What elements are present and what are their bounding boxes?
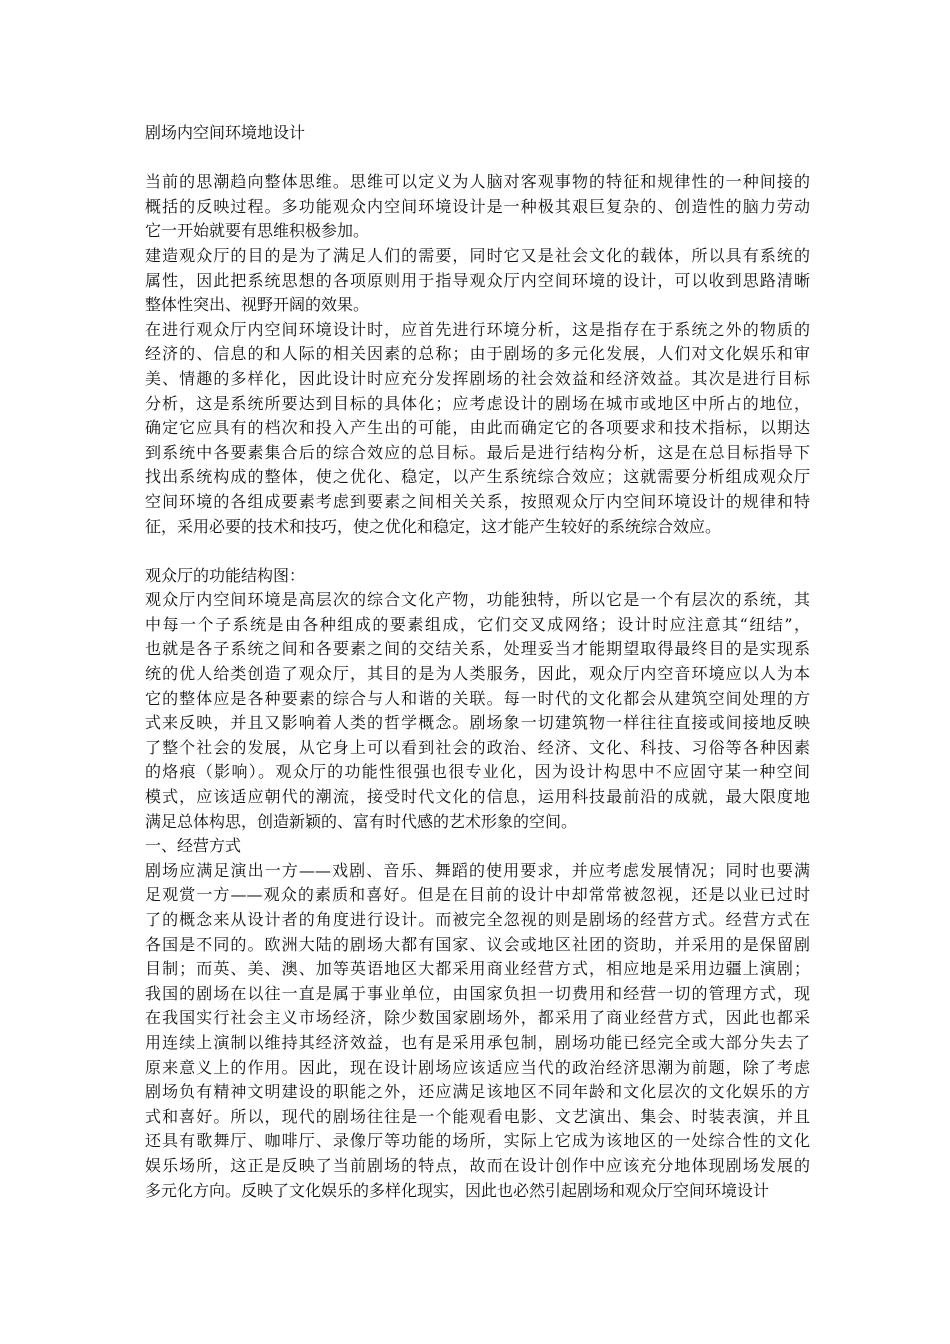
text-line: 分析，这是系统所要达到目标的具体化；应考虑设计的剧场在城市或地区中所占的地位， bbox=[145, 393, 810, 413]
text-line: 到系统中各要素集合后的综合效应的总目标。最后是进行结构分析，这是在总目标指导下 bbox=[145, 442, 810, 462]
text-line: 在进行观众厅内空间环境设计时，应首先进行环境分析，这是指存在于系统之外的物质的 bbox=[145, 319, 810, 339]
paragraph bbox=[145, 834, 810, 859]
text-line: 中每一个子系统是由各种组成的要素组成，它们交叉成网络；设计时应注意其“纽结”， bbox=[145, 614, 810, 634]
text-line: 空间环境的各组成要素考虑到要素之间相关关系，按照观众厅内空间环境设计的规律和特 bbox=[145, 491, 810, 511]
text-line: 当前的思潮趋向整体思维。思维可以定义为人脑对客观事物的特征和规律性的一种间接的 bbox=[145, 172, 810, 192]
text-line: 用连续上演制以维持其经济效益，也有是采用承包制，剧场功能已经完全或大部分失去了 bbox=[145, 1032, 810, 1052]
paragraph bbox=[145, 588, 810, 834]
text-line: 剧场负有精神文明建设的职能之外，还应满足该地区不同年龄和文化层次的文化娱乐的方 bbox=[145, 1082, 810, 1102]
paragraph-list bbox=[145, 170, 810, 1203]
text-line: 各国是不同的。欧洲大陆的剧场大都有国家、议会或地区社团的资助，并采用的是保留剧 bbox=[145, 934, 810, 954]
paragraph-spacer bbox=[145, 539, 810, 564]
text-line: 整体性突出、视野开阔的效果。 bbox=[145, 295, 370, 315]
text-line: 确定它应具有的档次和投入产生出的可能，由此而确定它的各项要求和技术指标，以期达 bbox=[145, 418, 810, 438]
paragraph bbox=[145, 170, 810, 244]
text-line: 了整个社会的发展，从它身上可以看到社会的政治、经济、文化、科技、习俗等各种因素 bbox=[145, 737, 810, 757]
text-line: 概括的反映过程。多功能观众内空间环境设计是一种极其艰巨复杂的、创造性的脑力劳动 bbox=[145, 196, 810, 216]
text-line: 式和喜好。所以，现代的剧场往往是一个能观看电影、文艺演出、集会、时装表演，并且 bbox=[145, 1106, 810, 1126]
text-line: 一、经营方式 bbox=[145, 836, 242, 856]
text-line: 还具有歌舞厅、咖啡厅、录像厅等功能的场所，实际上它成为该地区的一处综合性的文化 bbox=[145, 1131, 810, 1151]
text-line: 剧场应满足演出一方——戏剧、音乐、舞蹈的使用要求，并应考虑发展情况；同时也要满 bbox=[145, 860, 810, 880]
text-line: 足观赏一方——观众的素质和喜好。但是在目前的设计中却常常被忽视，还是以业已过时 bbox=[145, 885, 810, 905]
text-line: 美、情趣的多样化，因此设计时应充分发挥剧场的社会效益和经济效益。其次是进行目标 bbox=[145, 368, 810, 388]
text-line: 找出系统构成的整体，使之优化、稳定，以产生系统综合效应；这就需要分析组成观众厅 bbox=[145, 467, 810, 487]
text-line: 我国的剧场在以往一直是属于事业单位，由国家负担一切费用和经营一切的管理方式，现 bbox=[145, 983, 810, 1003]
paragraph bbox=[145, 564, 810, 589]
document-body bbox=[145, 121, 810, 1203]
text-line: 观众厅内空间环境是高层次的综合文化产物，功能独特，所以它是一个有层次的系统，其 bbox=[145, 590, 810, 610]
text-line: 目制；而英、美、澳、加等英语地区大都采用商业经营方式，相应地是采用边疆上演剧； bbox=[145, 959, 810, 979]
title-spacer bbox=[145, 146, 810, 171]
paragraph bbox=[145, 859, 810, 1203]
text-line: 它一开始就要有思维积极参加。 bbox=[145, 221, 370, 241]
text-line: 模式，应该适应朝代的潮流，接受时代文化的信息，运用科技最前沿的成就，最大限度地 bbox=[145, 787, 810, 807]
paragraph bbox=[145, 244, 810, 318]
text-line: 原来意义上的作用。因此，现在设计剧场应该适应当代的政治经济思潮为前题，除了考虑 bbox=[145, 1057, 810, 1077]
paragraph bbox=[145, 318, 810, 539]
text-line: 建造观众厅的目的是为了满足人们的需要，同时它又是社会文化的载体，所以具有系统的 bbox=[145, 245, 810, 265]
text-line: 多元化方向。反映了文化娱乐的多样化现实，因此也必然引起剧场和观众厅空间环境设计 bbox=[145, 1180, 770, 1200]
text-line: 娱乐场所，这正是反映了当前剧场的特点，故而在设计创作中应该充分地体现剧场发展的 bbox=[145, 1155, 810, 1175]
text-line: 满足总体构思，创造新颖的、富有时代感的艺术形象的空间。 bbox=[145, 811, 578, 831]
text-line: 观众厅的功能结构图： bbox=[145, 565, 306, 585]
text-line: 了的概念来从设计者的角度进行设计。而被完全忽视的则是剧场的经营方式。经营方式在 bbox=[145, 910, 810, 929]
document-title: 剧场内空间环境地设计 bbox=[145, 123, 306, 142]
text-line: 征，采用必要的技术和技巧，使之优化和稳定，这才能产生较好的系统综合效应。 bbox=[145, 516, 722, 536]
text-line: 属性，因此把系统思想的各项原则用于指导观众厅内空间环境的设计，可以收到思路清晰 bbox=[145, 270, 810, 290]
text-line: 也就是各子系统之间和各要素之间的交结关系，处理妥当才能期望取得最终目的是实现系 bbox=[145, 639, 810, 659]
text-line: 的烙痕（影响）。观众厅的功能性很强也很专业化，因为设计构思中不应固守某一种空间 bbox=[145, 762, 810, 782]
text-line: 它的整体应是各种要素的综合与人和谐的关联。每一时代的文化都会从建筑空间处理的方 bbox=[145, 688, 810, 708]
text-line: 在我国实行社会主义市场经济，除少数国家剧场外，都采用了商业经营方式，因此也都采 bbox=[145, 1008, 810, 1028]
text-line: 式来反映，并且又影响着人类的哲学概念。剧场象一切建筑物一样往往直接或间接地反映 bbox=[145, 713, 810, 733]
text-line: 经济的、信息的和人际的相关因素的总称；由于剧场的多元化发展，人们对文化娱乐和审 bbox=[145, 344, 810, 364]
text-line: 统的优人给类创造了观众厅，其目的是为人类服务，因此，观众厅内空音环境应以人为本 bbox=[145, 664, 810, 684]
